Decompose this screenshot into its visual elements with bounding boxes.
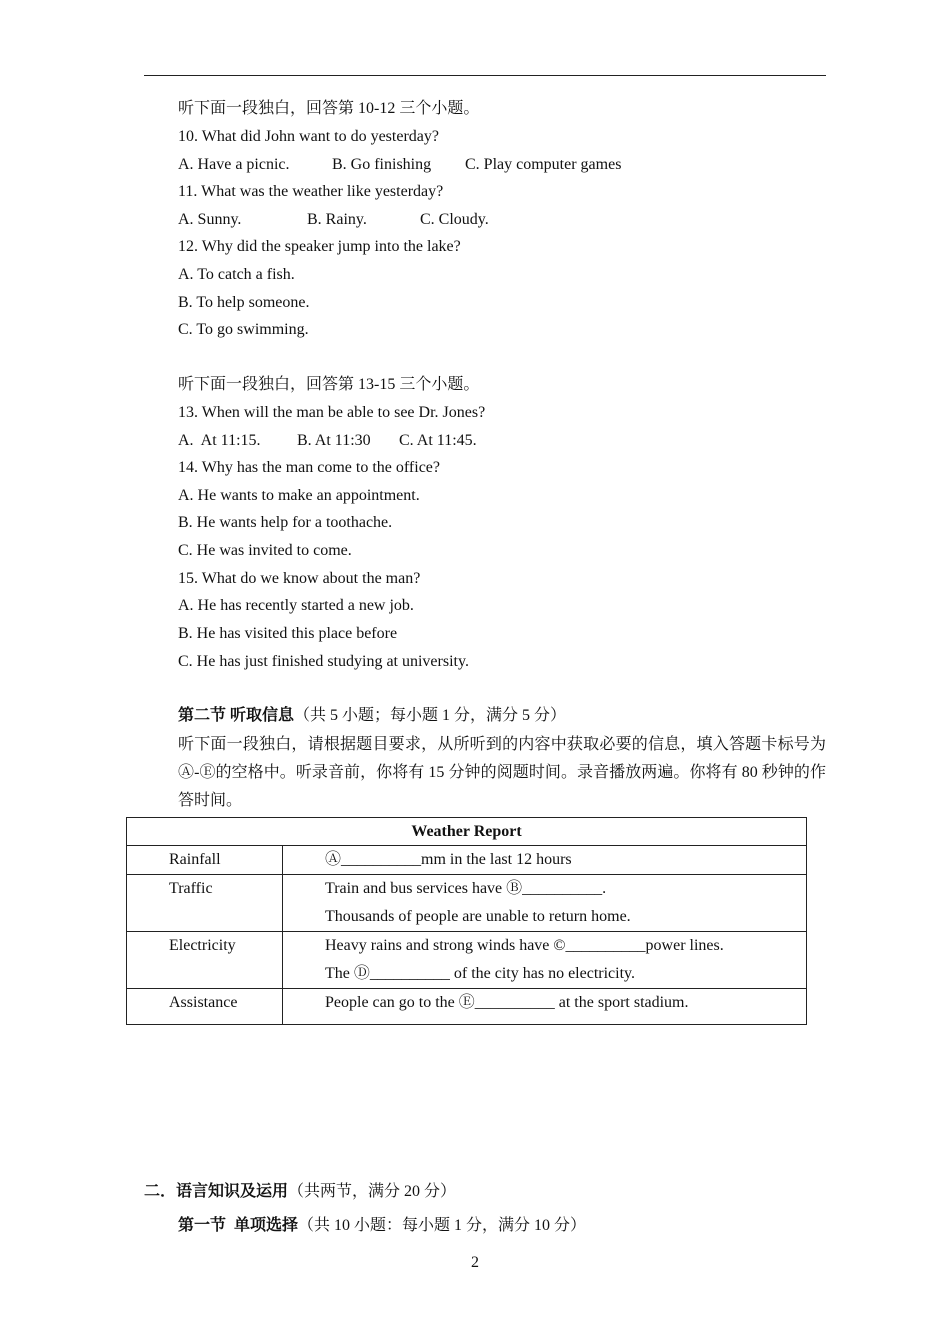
part2-instructions-text: 听下面一段独白，请根据题目要求，从所听到的内容中获取必要的信息，填入答题卡标号为Ⓐ-Ⓔ的空格中。听录音前，你将有 15 分钟的阅题时间。录音播放两遍。你将有 80 秒钟的作答时间。	[178, 736, 826, 809]
section-b-intro: 听下面一段独白，回答第 13-15 三个小题。	[178, 376, 480, 393]
header-rule	[144, 75, 826, 76]
question-12: 12. Why did the speaker jump into the lake?	[178, 238, 461, 255]
row-label-traffic: Traffic	[127, 875, 283, 932]
traffic-line-2: Thousands of people are unable to return home.	[325, 908, 631, 925]
option-15b: B. He has visited this place before	[178, 625, 398, 642]
question-10: 10. What did John want to do yesterday?	[178, 128, 439, 145]
option-14b: B. He wants help for a toothache.	[178, 514, 393, 531]
option-12c: C. To go swimming.	[178, 321, 309, 338]
row-content-rainfall	[283, 846, 807, 875]
rainfall-line-1: Ⓐ__________mm in the last 12 hours	[325, 851, 572, 868]
assistance-line-1: People can go to the Ⓔ__________ at the sport stadium.	[325, 994, 689, 1011]
question-14: 14. Why has the man come to the office?	[178, 459, 440, 476]
weather-report-table	[126, 817, 807, 1025]
row-label-electricity: Electricity	[127, 932, 283, 989]
part2-heading	[178, 706, 566, 726]
section-a-intro: 听下面一段独白，回答第 10-12 三个小题。	[178, 100, 480, 117]
part-two-heading-title: 二．语言知识及运用	[144, 1183, 289, 1200]
option-11c: C. Cloudy.	[420, 211, 489, 228]
option-10b: B. Go finishing	[332, 156, 432, 173]
subsection1-heading	[178, 1216, 586, 1236]
row-label-rainfall: Rainfall	[127, 846, 283, 875]
option-15a: A. He has recently started a new job.	[178, 597, 414, 614]
subsection1-heading-title: 第一节 单项选择	[178, 1217, 299, 1234]
option-12a: A. To catch a fish.	[178, 266, 295, 283]
option-11a: A. Sunny.	[178, 211, 242, 228]
question-13: 13. When will the man be able to see Dr. Jones?	[178, 404, 486, 421]
part2-heading-detail: （共 5 小题；每小题 1 分，满分 5 分）	[294, 707, 567, 724]
option-11b: B. Rainy.	[307, 211, 367, 228]
question-11: 11. What was the weather like yesterday?	[178, 183, 444, 200]
electricity-line-2: The Ⓓ__________ of the city has no electricity.	[325, 965, 635, 982]
part-two-heading	[144, 1182, 456, 1202]
question-10-options	[178, 155, 621, 175]
question-13-options	[178, 431, 477, 451]
traffic-line-1: Train and bus services have Ⓑ__________.	[325, 880, 607, 897]
question-15: 15. What do we know about the man?	[178, 570, 421, 587]
option-14a: A. He wants to make an appointment.	[178, 487, 420, 504]
row-content-traffic	[283, 875, 807, 932]
subsection1-heading-detail: （共 10 小题：每小题 1 分，满分 10 分）	[298, 1217, 587, 1234]
option-15c: C. He has just finished studying at university.	[178, 653, 469, 670]
table-title: Weather Report	[127, 818, 807, 846]
option-14c: C. He was invited to come.	[178, 542, 352, 559]
option-13c: C. At 11:45.	[399, 432, 477, 449]
part2-instructions	[144, 731, 826, 815]
page-number: 2	[471, 1254, 479, 1271]
question-11-options	[178, 210, 489, 230]
option-10a: A. Have a picnic.	[178, 156, 290, 173]
part2-heading-title: 第二节 听取信息	[178, 707, 295, 724]
option-13a: A. At 11:15.	[178, 432, 261, 449]
electricity-line-1: Heavy rains and strong winds have ©__________power lines.	[325, 937, 724, 954]
option-13b: B. At 11:30	[297, 432, 371, 449]
row-label-assistance: Assistance	[127, 989, 283, 1025]
row-content-assistance	[283, 989, 807, 1025]
row-content-electricity	[283, 932, 807, 989]
option-12b: B. To help someone.	[178, 294, 310, 311]
part-two-heading-detail: （共两节，满分 20 分）	[288, 1183, 457, 1200]
option-10c: C. Play computer games	[465, 156, 622, 173]
